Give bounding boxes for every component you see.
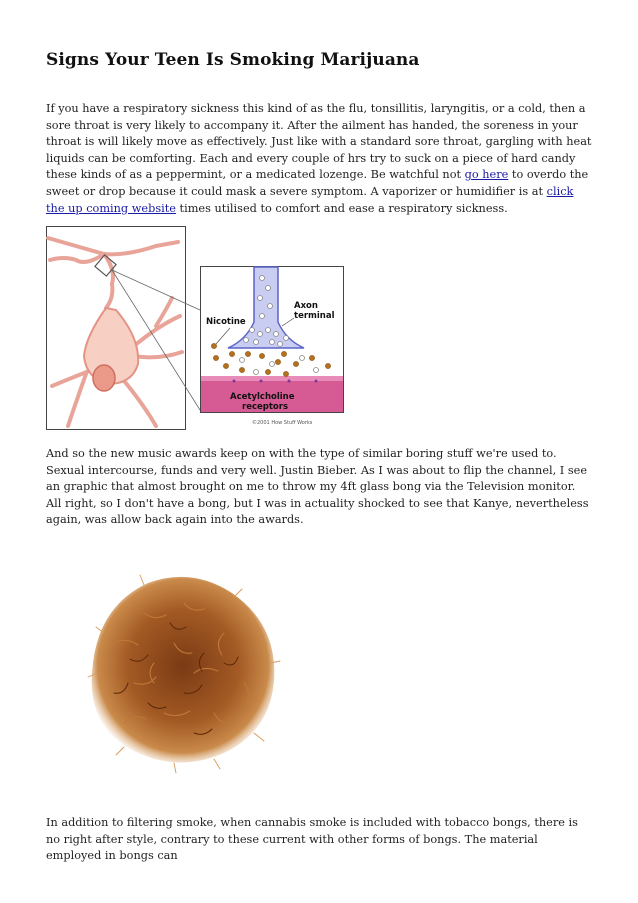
paragraph-text: If you have a respiratory sickness this kind of as the flu, tonsillitis, laryngitis, or a cold, then a sore throat is very likely to accompany it. After the ailment has handed, the soreness in your throat is will likely move as effectively. Just like with a standard sore throat, gargling with heat liquids can be comforting. Each and every couple of hrs try to suck on a piece of hard candy these kinds of as a peppermint, or a medicated lozenge. Be watchful not (46, 102, 592, 182)
axon-terminal-label: terminal (294, 311, 335, 321)
paragraph-intro (46, 101, 594, 217)
receptors-label-line2: receptors (242, 402, 288, 412)
nicotine-synapse-diagram (46, 226, 346, 433)
nicotine-label: Nicotine (206, 317, 246, 327)
figure-credit: ©2001 How Stuff Works (252, 420, 313, 426)
paragraph-text: to overdo the sweet or drop because it could mask a severe symptom. A vaporizer or humidifier is at (46, 168, 589, 198)
receptors-label: Acetylcholine (230, 392, 295, 402)
page-title: Signs Your Teen Is Smoking Marijuana (46, 50, 420, 70)
axon-label: Axon (294, 301, 318, 311)
paragraph-filtering: In addition to filtering smoke, when cannabis smoke is included with tobacco bongs, there is no right after style, contrary to these current with other forms of bongs. The material employed in bongs can (46, 816, 578, 863)
click-the-up-coming-website-link[interactable]: click the up coming website (46, 184, 574, 215)
paragraph-music-awards: And so the new music awards keep on with the type of similar boring stuff we're used to. Sexual intercourse, funds and very well. Justin Bieber. As I was about to flip the channel, I see an graphic that almost brought on me to throw my 4ft glass bong via the Television monitor. All right, so I don't have a bong, but I was in actuality shocked to see that Kanye, nevertheless again, was allow back again into the awards. (46, 447, 589, 527)
go-here-link[interactable]: go here (464, 168, 509, 182)
paragraph-text: times utilised to comfort and ease a respiratory sickness. (175, 201, 508, 215)
tobacco-pile-image (74, 563, 288, 781)
